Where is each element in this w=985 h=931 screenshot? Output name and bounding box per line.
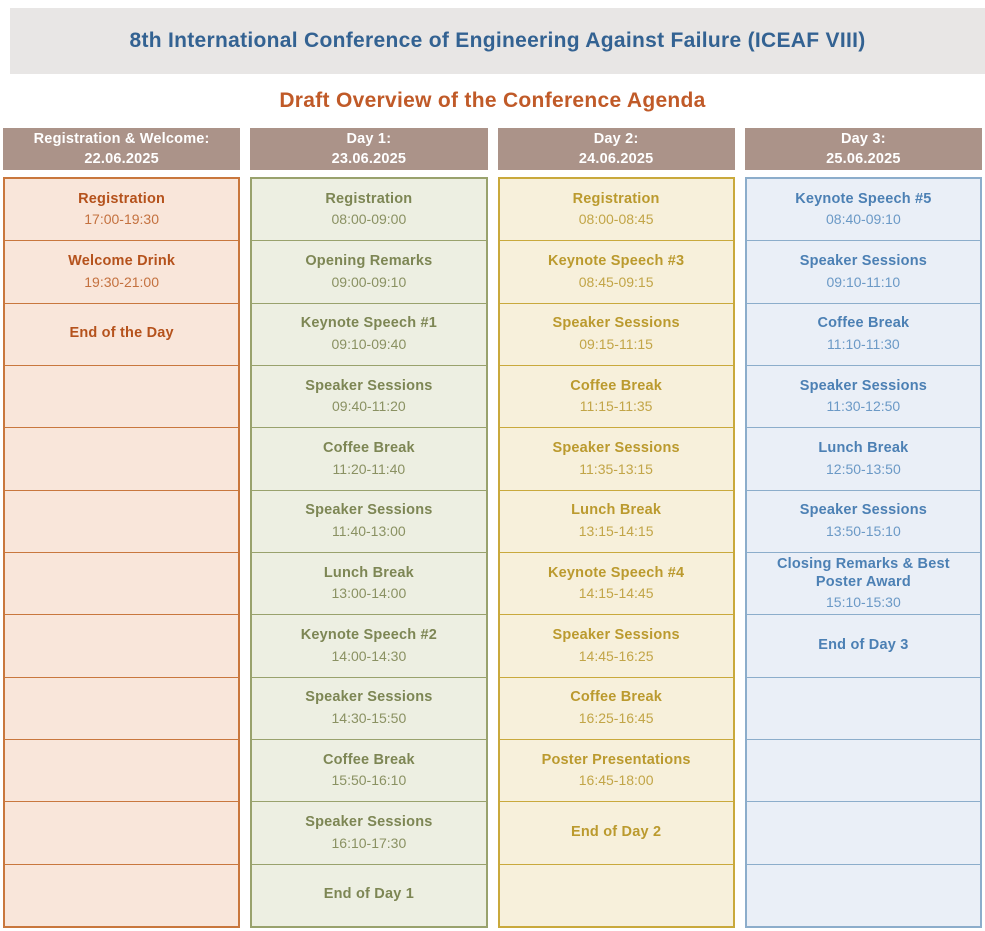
event-time: 16:10-17:30 [331,834,407,851]
event-row [252,864,485,926]
event-time: 15:50-16:10 [331,772,407,789]
event-row [747,303,980,365]
column-header-date: 22.06.2025 [84,151,159,167]
column-header-gap [3,170,240,177]
event-row [500,490,733,552]
event-row [252,801,485,863]
event-time: 08:45-09:15 [578,273,654,290]
event-row [252,179,485,240]
empty-row [747,677,980,739]
empty-row [747,801,980,863]
conference-title: 8th International Conference of Engineering Against Failure (ICEAF VIII) [129,29,866,52]
event-title: End of Day 2 [571,824,662,841]
event-title: Speaker Sessions [552,627,680,644]
event-row [747,614,980,676]
column-header-title: Day 3: [841,130,886,147]
column-body-registration-welcome [3,177,240,928]
event-row [500,179,733,240]
event-time: 09:10-09:40 [331,336,407,353]
event-title: Speaker Sessions [552,315,680,332]
event-time: 11:35-13:15 [579,460,653,477]
event-time: 16:45-18:00 [578,772,654,789]
event-row [252,614,485,676]
event-row [500,240,733,302]
event-row [500,739,733,801]
event-title: Registration [572,190,660,207]
event-time: 14:00-14:30 [331,647,407,664]
event-row [747,179,980,240]
event-time: 14:15-14:45 [578,585,654,602]
event-title: Coffee Break [322,440,415,457]
column-header-date: 23.06.2025 [331,151,407,167]
event-row [252,365,485,427]
event-row [252,677,485,739]
event-row [500,801,733,863]
event-row [500,303,733,365]
column-header-day-1 [250,128,487,170]
event-title: Keynote Speech #2 [300,627,438,644]
event-time: 16:25-16:45 [578,710,654,727]
event-title: Coffee Break [817,315,910,332]
event-row [500,614,733,676]
event-title: Speaker Sessions [305,502,433,519]
event-title: Registration [78,190,166,207]
event-title: Lunch Break [818,440,909,457]
column-header-gap [745,170,982,177]
event-time: 12:50-13:50 [826,460,901,477]
event-time: 09:10-11:10 [826,273,901,290]
event-title: Keynote Speech #4 [547,564,685,581]
empty-row [747,864,980,926]
event-time: 11:30-12:50 [826,398,901,415]
event-row [252,739,485,801]
event-title: Closing Remarks & Best Poster Award [776,555,950,590]
column-header-date: 25.06.2025 [826,151,901,167]
event-row [252,552,485,614]
event-title: Coffee Break [322,751,415,768]
empty-row [5,490,238,552]
event-title: Speaker Sessions [305,814,433,830]
event-time: 11:40-13:00 [332,523,406,540]
column-header-title: Day 1: [346,130,392,147]
event-row [747,427,980,489]
agenda-grid [3,128,982,928]
event-title: Speaker Sessions [799,253,928,270]
event-title: Speaker Sessions [799,377,928,394]
event-time: 08:40-09:10 [826,211,901,228]
column-header-date: 24.06.2025 [578,151,654,167]
event-row [252,490,485,552]
event-title: Lunch Break [323,564,414,581]
event-title: Speaker Sessions [305,377,433,394]
event-time: 11:20-11:40 [332,460,406,477]
event-row [747,552,980,614]
event-title: Speaker Sessions [799,502,928,519]
event-time: 15:10-15:30 [826,594,901,611]
column-header-title: Registration & Welcome: [33,130,210,147]
event-time: 08:00-08:45 [578,211,654,228]
empty-row [5,614,238,676]
event-row [747,365,980,427]
agenda-column-day-1 [250,128,487,928]
event-time: 09:15-11:15 [579,336,653,353]
column-header-gap [498,170,735,177]
event-title: Speaker Sessions [305,689,433,706]
event-title: Coffee Break [570,689,663,706]
event-row [252,303,485,365]
empty-row [500,864,733,926]
event-title: End of Day 3 [818,637,909,654]
event-row [5,240,238,302]
empty-row [5,801,238,863]
event-time: 17:00-19:30 [84,211,159,228]
event-row [500,552,733,614]
column-body-day-3 [745,177,982,928]
event-row [252,427,485,489]
agenda-column-day-3 [745,128,982,928]
event-title: Keynote Speech #3 [547,253,685,270]
event-row [5,303,238,365]
event-time: 14:45-16:25 [578,647,654,664]
column-header-gap [250,170,487,177]
agenda-column-day-2 [498,128,735,928]
event-time: 14:30-15:50 [331,710,407,727]
event-row [252,240,485,302]
agenda-column-registration-welcome [3,128,240,928]
empty-row [5,552,238,614]
column-header-title: Day 2: [593,130,639,147]
column-header-registration-welcome [3,128,240,170]
event-title: Poster Presentations [541,751,691,768]
empty-row [5,365,238,427]
event-time: 13:00-14:00 [331,585,407,602]
event-title: Coffee Break [570,377,663,394]
event-title: End of Day 1 [323,886,414,903]
event-row [500,427,733,489]
conference-title-bar [10,8,985,74]
empty-row [5,677,238,739]
column-header-day-3 [745,128,982,170]
event-time: 09:40-11:20 [332,398,406,415]
column-body-day-1 [250,177,487,928]
event-title: Keynote Speech #1 [300,315,438,332]
event-title: Opening Remarks [305,253,433,270]
event-title: Keynote Speech #5 [795,190,932,207]
event-title: Lunch Break [571,502,662,519]
empty-row [747,739,980,801]
event-row [500,365,733,427]
event-title: Speaker Sessions [552,440,680,457]
event-title: Welcome Drink [68,253,176,270]
empty-row [5,739,238,801]
event-row [747,240,980,302]
event-title: Registration [325,190,413,207]
event-row [500,677,733,739]
event-time: 11:10-11:30 [827,336,900,353]
event-row [5,179,238,240]
event-time: 09:00-09:10 [331,273,407,290]
event-time: 13:50-15:10 [826,523,901,540]
event-title: End of the Day [69,325,174,342]
event-time: 11:15-11:35 [579,398,653,415]
event-time: 19:30-21:00 [84,273,159,290]
empty-row [5,864,238,926]
event-time: 13:15-14:15 [578,523,654,540]
empty-row [5,427,238,489]
agenda-subtitle: Draft Overview of the Conference Agenda [279,89,706,112]
event-row [747,490,980,552]
column-body-day-2 [498,177,735,928]
event-time: 08:00-09:00 [331,211,407,228]
column-header-day-2 [498,128,735,170]
